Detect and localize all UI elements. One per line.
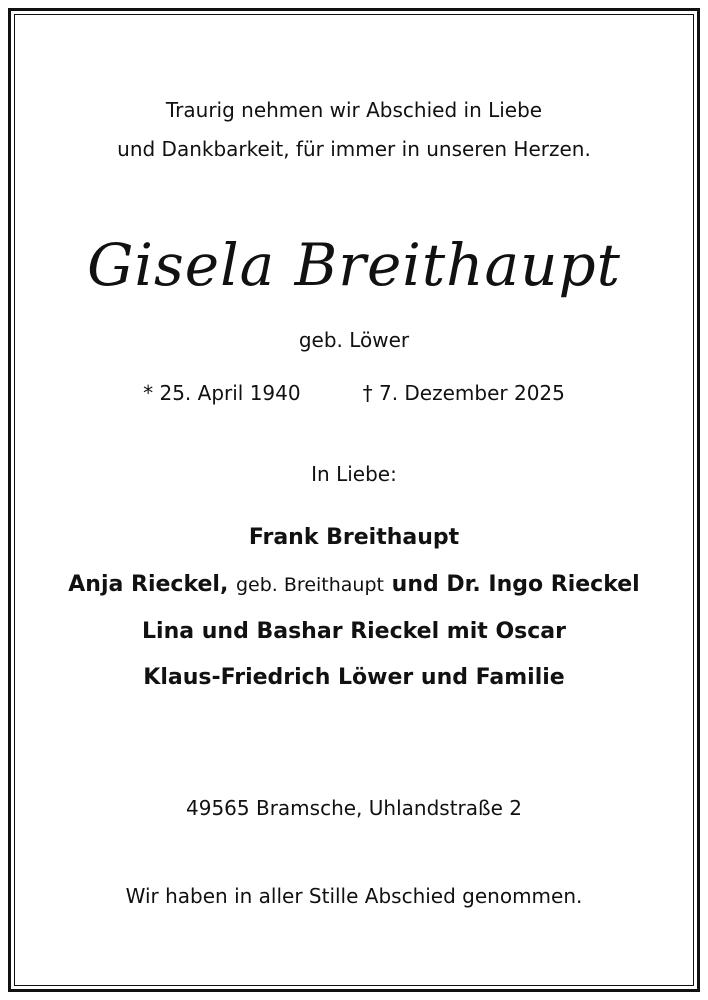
mourner-ingo: und Dr. Ingo Rieckel [391, 572, 640, 597]
mourner-line-2 [0, 570, 708, 600]
mourners-heading: In Liebe: [311, 462, 397, 486]
closing-line: Wir haben in aller Stille Abschied genommen. [125, 884, 583, 908]
mourner-anja-birth-name: geb. Breithaupt [236, 574, 384, 596]
life-dates [0, 379, 708, 407]
mourner-line-1: Frank Breithaupt [248, 525, 460, 550]
intro-line-1: Traurig nehmen wir Abschied in Liebe [165, 98, 543, 122]
address: 49565 Bramsche, Uhlandstraße 2 [186, 796, 522, 820]
mourner-anja: Anja Rieckel, [68, 572, 229, 597]
birth-date: * 25. April 1940 [143, 381, 301, 405]
deceased-name: Gisela Breithaupt [87, 231, 621, 299]
mourner-line-3: Lina und Bashar Rieckel mit Oscar [142, 619, 566, 644]
death-date: † 7. Dezember 2025 [362, 381, 565, 405]
birth-name: geb. Löwer [298, 328, 410, 352]
intro-line-2: und Dankbarkeit, für immer in unseren Herzen. [117, 137, 591, 161]
mourner-line-4: Klaus-Friedrich Löwer und Familie [143, 665, 565, 690]
